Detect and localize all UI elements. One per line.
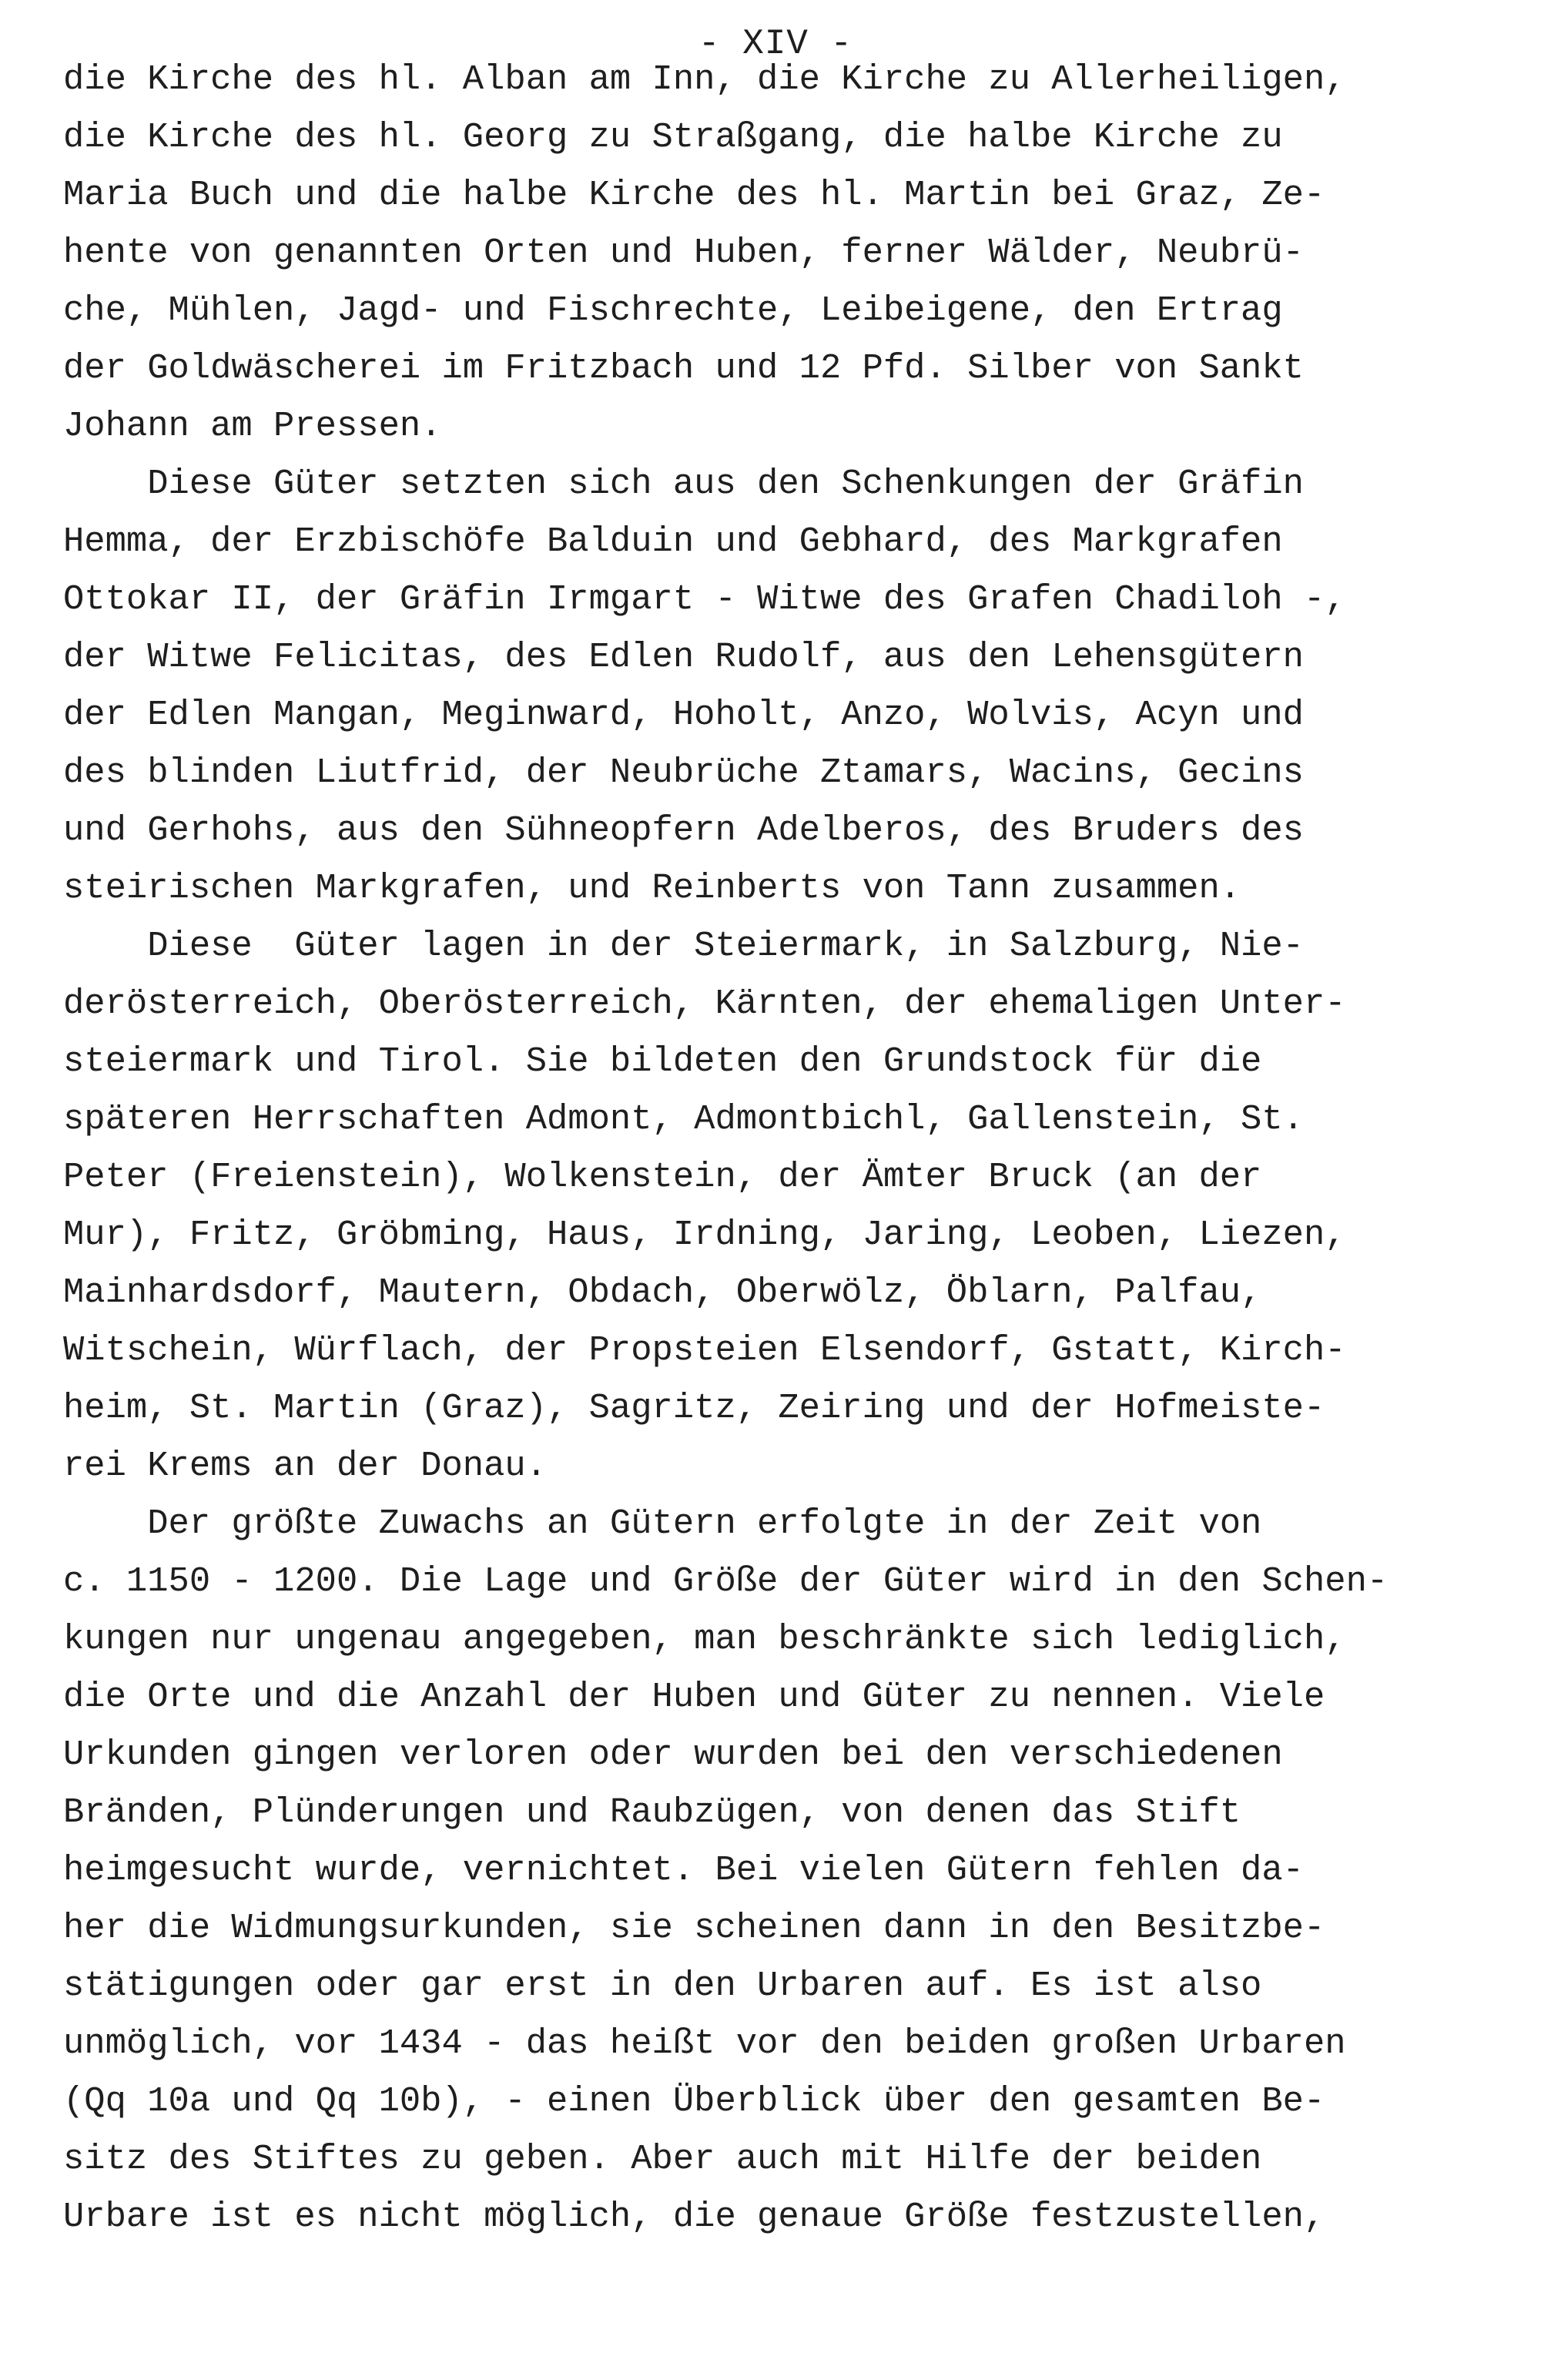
text-line: Maria Buch und die halbe Kirche des hl. Martin bei Graz, Ze-	[63, 175, 1325, 215]
text-line: Ottokar II, der Gräfin Irmgart - Witwe des Grafen Chadiloh -,	[63, 579, 1346, 619]
text-line: die Kirche des hl. Alban am Inn, die Kirche zu Allerheiligen,	[63, 59, 1346, 99]
text-line: unmöglich, vor 1434 - das heißt vor den beiden großen Urbaren	[63, 2023, 1346, 2063]
text-line: der Witwe Felicitas, des Edlen Rudolf, aus den Lehensgütern	[63, 637, 1304, 677]
text-line: Witschein, Würflach, der Propsteien Elsendorf, Gstatt, Kirch-	[63, 1330, 1346, 1370]
text-line: späteren Herrschaften Admont, Admontbichl, Gallenstein, St.	[63, 1099, 1304, 1139]
text-line: Bränden, Plünderungen und Raubzügen, von denen das Stift	[63, 1792, 1241, 1832]
text-line: der Edlen Mangan, Meginward, Hoholt, Anzo, Wolvis, Acyn und	[63, 695, 1304, 735]
text-line: heimgesucht wurde, vernichtet. Bei vielen Gütern fehlen da-	[63, 1850, 1304, 1890]
text-line: Diese Güter lagen in der Steiermark, in Salzburg, Nie-	[63, 926, 1304, 966]
text-line: und Gerhohs, aus den Sühneopfern Adelberos, des Bruders des	[63, 810, 1304, 850]
text-line: che, Mühlen, Jagd- und Fischrechte, Leibeigene, den Ertrag	[63, 290, 1283, 330]
text-line: her die Widmungsurkunden, sie scheinen dann in den Besitzbe-	[63, 1908, 1325, 1948]
text-line: sitz des Stiftes zu geben. Aber auch mit Hilfe der beiden	[63, 2139, 1262, 2179]
text-line: der Goldwäscherei im Fritzbach und 12 Pfd. Silber von Sankt	[63, 348, 1304, 388]
text-line: hente von genannten Orten und Huben, ferner Wälder, Neubrü-	[63, 233, 1304, 273]
text-line: kungen nur ungenau angegeben, man beschränkte sich lediglich,	[63, 1619, 1346, 1659]
text-line: heim, St. Martin (Graz), Sagritz, Zeiring und der Hofmeiste-	[63, 1388, 1325, 1428]
text-line: Hemma, der Erzbischöfe Balduin und Gebhard, des Markgrafen	[63, 521, 1283, 561]
text-line: des blinden Liutfrid, der Neubrüche Ztamars, Wacins, Gecins	[63, 753, 1304, 793]
text-line: rei Krems an der Donau.	[63, 1446, 548, 1486]
text-line: stätigungen oder gar erst in den Urbaren auf. Es ist also	[63, 1966, 1262, 2006]
text-line: Der größte Zuwachs an Gütern erfolgte in der Zeit von	[63, 1503, 1262, 1544]
text-line: Urbare ist es nicht möglich, die genaue Größe festzustellen,	[63, 2197, 1325, 2237]
text-line: die Kirche des hl. Georg zu Straßgang, die halbe Kirche zu	[63, 117, 1283, 157]
text-line: steirischen Markgrafen, und Reinberts von Tann zusammen.	[63, 868, 1241, 908]
text-line: Diese Güter setzten sich aus den Schenkungen der Gräfin	[63, 464, 1304, 504]
text-line: steiermark und Tirol. Sie bildeten den Grundstock für die	[63, 1041, 1262, 1081]
text-line: Mur), Fritz, Gröbming, Haus, Irdning, Jaring, Leoben, Liezen,	[63, 1215, 1346, 1255]
text-line: Peter (Freienstein), Wolkenstein, der Ämter Bruck (an der	[63, 1157, 1262, 1197]
text-line: die Orte und die Anzahl der Huben und Güter zu nennen. Viele	[63, 1677, 1325, 1717]
text-line: Mainhardsdorf, Mautern, Obdach, Oberwölz, Öblarn, Palfau,	[63, 1272, 1262, 1312]
text-line: derösterreich, Oberösterreich, Kärnten, der ehemaligen Unter-	[63, 984, 1346, 1024]
text-line: (Qq 10a und Qq 10b), - einen Überblick über den gesamten Be-	[63, 2081, 1325, 2121]
page-number: - XIV -	[698, 24, 853, 64]
text-line: Urkunden gingen verloren oder wurden bei den verschiedenen	[63, 1735, 1283, 1775]
text-line: Johann am Pressen.	[63, 406, 442, 446]
text-line: c. 1150 - 1200. Die Lage und Größe der Güter wird in den Schen-	[63, 1561, 1389, 1601]
